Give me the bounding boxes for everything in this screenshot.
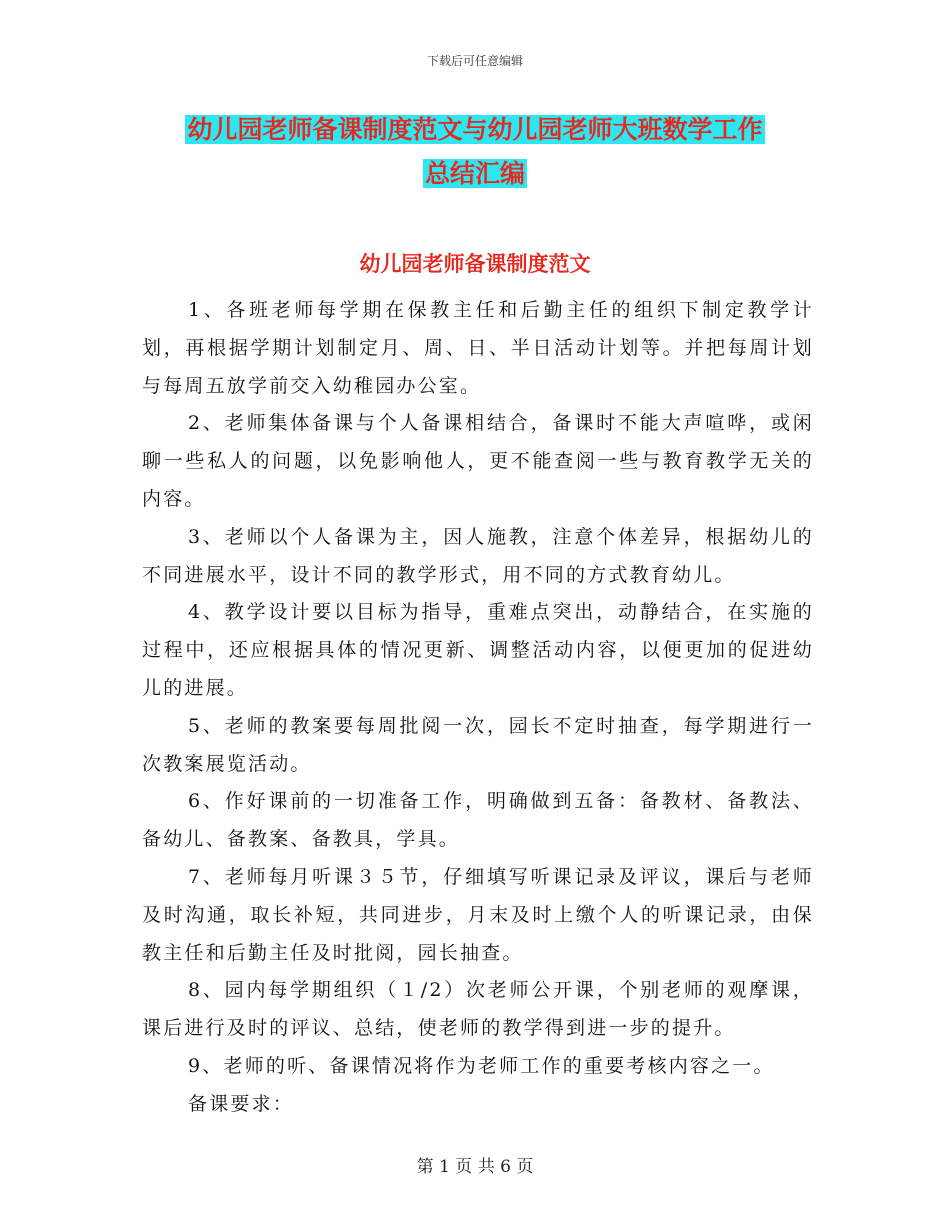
paragraph-3: 3、老师以个人备课为主，因人施教，注意个体差异，根据幼儿的不同进展水平，设计不同的教学形式，用不同的方式教育幼儿。 [142, 525, 814, 586]
paragraph-7: 7、老师每月听课３５节，仔细填写听课记录及评议，课后与老师及时沟通，取长补短，共同进步，月末及时上缴个人的听课记录，由保教主任和后勤主任及时批阅，园长抽查。 [142, 865, 814, 964]
section-heading: 幼儿园老师备课制度范文 [359, 252, 591, 276]
paragraph-6: 6、作好课前的一切准备工作，明确做到五备：备教材、备教法、备幼儿、备教案、备教具，学具。 [142, 790, 814, 851]
paragraph-2: 2、老师集体备课与个人备课相结合，备课时不能大声喧哗，或闲聊一些私人的问题，以免影响他人，更不能查阅一些与教育教学无关的内容。 [142, 412, 814, 510]
title-highlight-1: 幼儿园老师备课制度范文与幼儿园老师大班数学工作 [187, 115, 763, 144]
paragraph-8: 8、园内每学期组织（１/2）次老师公开课，个别老师的观摩课，课后进行及时的评议、总结，使老师的教学得到进一步的提升。 [142, 979, 814, 1040]
document-title-line-1 [0, 112, 950, 148]
paragraph-1: 1、各班老师每学期在保教主任和后勤主任的组织下制定教学计划，再根据学期计划制定月、周、日、半日活动计划等。并把每周计划与每周五放学前交入幼稚园办公室。 [142, 299, 814, 397]
paragraph-9: 9、老师的听、备课情况将作为老师工作的重要考核内容之一。 [188, 1054, 775, 1077]
body-text [142, 292, 814, 1124]
paragraph-4: 4、教学设计要以目标为指导，重难点突出，动静结合，在实施的过程中，还应根据具体的情况更新、调整活动内容，以便更加的促进幼儿的进展。 [142, 601, 814, 699]
paragraph-5: 5、老师的教案要每周批阅一次，园长不定时抽查，每学期进行一次教案展览活动。 [142, 714, 814, 775]
title-highlight-2: 总结汇编 [424, 159, 525, 188]
paragraph-10: 备课要求： [188, 1092, 295, 1115]
document-title-line-2 [0, 156, 950, 192]
page-footer: 第 1 页 共 6 页 [416, 1157, 534, 1177]
header-note: 下载后可任意编辑 [426, 54, 523, 68]
